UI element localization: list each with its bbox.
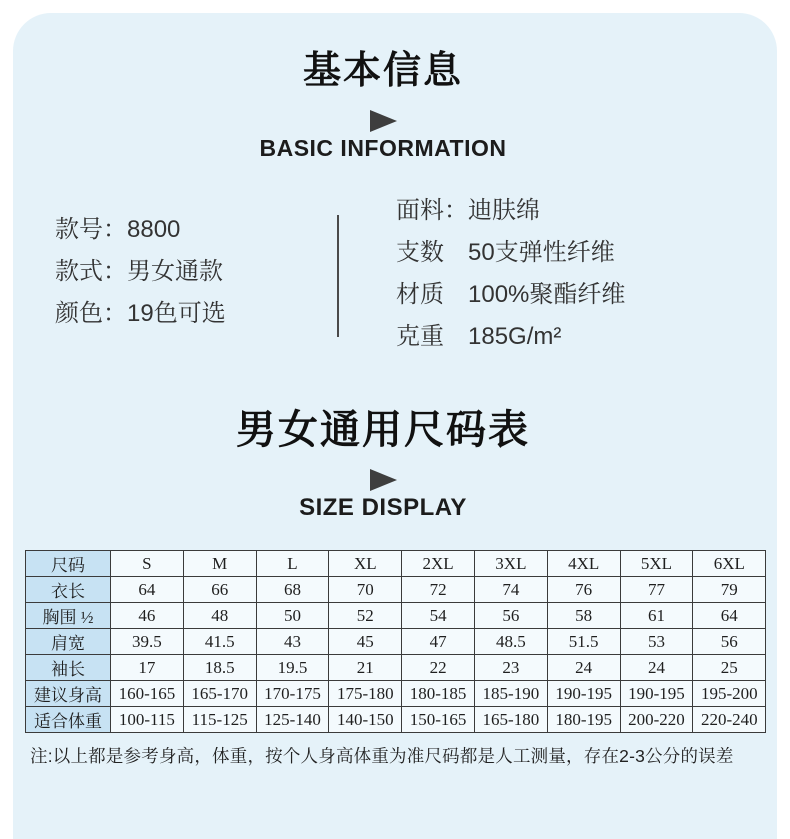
- value-cell: 66: [183, 577, 256, 603]
- value-cell: 195-200: [693, 681, 766, 707]
- column-header-cell: 3XL: [474, 551, 547, 577]
- value-cell: 45: [329, 629, 402, 655]
- size-table: [25, 550, 766, 733]
- column-header-cell: 5XL: [620, 551, 693, 577]
- value-cell: 17: [111, 655, 184, 681]
- basic-info-triangle-block: [13, 110, 753, 132]
- value-cell: 61: [620, 603, 693, 629]
- value-cell: 56: [693, 629, 766, 655]
- value-cell: 190-195: [547, 681, 620, 707]
- column-header-cell: 6XL: [693, 551, 766, 577]
- value-cell: 125-140: [256, 707, 329, 733]
- basic-info-right-column: [396, 190, 625, 358]
- yarn-count-line: 支数 50支弹性纤维: [396, 239, 615, 266]
- size-table-header-row: [26, 551, 766, 577]
- right-triangle-icon: [370, 469, 397, 491]
- value-cell: 160-165: [111, 681, 184, 707]
- table-row: [26, 681, 766, 707]
- value-cell: 100-115: [111, 707, 184, 733]
- style-number-line: 款号：8800: [55, 216, 181, 243]
- size-section-title: 男女通用尺码表: [236, 408, 530, 452]
- value-cell: 200-220: [620, 707, 693, 733]
- size-section-triangle-block: [13, 469, 753, 491]
- basic-info-title: 基本信息: [302, 50, 463, 92]
- value-cell: 74: [474, 577, 547, 603]
- value-cell: 53: [620, 629, 693, 655]
- column-header-cell: M: [183, 551, 256, 577]
- value-cell: 68: [256, 577, 329, 603]
- value-cell: 56: [474, 603, 547, 629]
- row-label-cell: 胸围 ½: [26, 603, 111, 629]
- value-cell: 18.5: [183, 655, 256, 681]
- value-cell: 72: [402, 577, 475, 603]
- row-label-cell: 适合体重: [26, 707, 111, 733]
- row-label-cell: 衣长: [26, 577, 111, 603]
- column-header-cell: 2XL: [402, 551, 475, 577]
- value-cell: 165-170: [183, 681, 256, 707]
- table-row: [26, 655, 766, 681]
- table-row: [26, 577, 766, 603]
- value-cell: 50: [256, 603, 329, 629]
- value-cell: 22: [402, 655, 475, 681]
- value-cell: 190-195: [620, 681, 693, 707]
- content-panel: [13, 13, 777, 839]
- value-cell: 19.5: [256, 655, 329, 681]
- value-cell: 46: [111, 603, 184, 629]
- value-cell: 48.5: [474, 629, 547, 655]
- column-header-cell: XL: [329, 551, 402, 577]
- value-cell: 180-195: [547, 707, 620, 733]
- style-type-line: 款式：男女通款: [55, 258, 223, 285]
- value-cell: 24: [620, 655, 693, 681]
- value-cell: 70: [329, 577, 402, 603]
- table-row: [26, 629, 766, 655]
- basic-info-subtitle-block: [13, 137, 753, 160]
- basic-info-left-column: [55, 209, 226, 335]
- value-cell: 48: [183, 603, 256, 629]
- right-triangle-icon: [370, 110, 397, 132]
- value-cell: 170-175: [256, 681, 329, 707]
- color-options-line: 颜色：19色可选: [55, 300, 226, 327]
- value-cell: 76: [547, 577, 620, 603]
- weight-line: 克重 185G/m²: [396, 323, 562, 350]
- value-cell: 43: [256, 629, 329, 655]
- measurement-note: 注:以上都是参考身高，体重，按个人身高体重为准尺码都是人工测量，存在2-3公分的误差: [30, 746, 734, 766]
- value-cell: 140-150: [329, 707, 402, 733]
- size-section-subtitle: SIZE DISPLAY: [299, 494, 467, 521]
- value-cell: 175-180: [329, 681, 402, 707]
- row-label-cell: 建议身高: [26, 681, 111, 707]
- value-cell: 64: [111, 577, 184, 603]
- row-label-cell: 肩宽: [26, 629, 111, 655]
- value-cell: 47: [402, 629, 475, 655]
- value-cell: 24: [547, 655, 620, 681]
- value-cell: 52: [329, 603, 402, 629]
- value-cell: 25: [693, 655, 766, 681]
- column-header-cell: S: [111, 551, 184, 577]
- value-cell: 180-185: [402, 681, 475, 707]
- value-cell: 54: [402, 603, 475, 629]
- value-cell: 64: [693, 603, 766, 629]
- row-label-cell: 袖长: [26, 655, 111, 681]
- column-header-cell: 4XL: [547, 551, 620, 577]
- value-cell: 23: [474, 655, 547, 681]
- value-cell: 220-240: [693, 707, 766, 733]
- value-cell: 79: [693, 577, 766, 603]
- vertical-divider: [337, 215, 339, 337]
- value-cell: 115-125: [183, 707, 256, 733]
- value-cell: 21: [329, 655, 402, 681]
- size-section-header: [13, 410, 753, 450]
- value-cell: 51.5: [547, 629, 620, 655]
- size-table-container: [25, 550, 766, 733]
- basic-info-header: [13, 52, 753, 90]
- row-label-cell: 尺码: [26, 551, 111, 577]
- table-row: [26, 603, 766, 629]
- value-cell: 58: [547, 603, 620, 629]
- value-cell: 185-190: [474, 681, 547, 707]
- value-cell: 150-165: [402, 707, 475, 733]
- column-header-cell: L: [256, 551, 329, 577]
- value-cell: 39.5: [111, 629, 184, 655]
- size-section-subtitle-block: [13, 496, 753, 520]
- material-line: 材质 100%聚酯纤维: [396, 281, 626, 308]
- value-cell: 77: [620, 577, 693, 603]
- size-table-body: [26, 551, 766, 733]
- value-cell: 41.5: [183, 629, 256, 655]
- basic-info-subtitle: BASIC INFORMATION: [259, 135, 507, 161]
- table-row: [26, 707, 766, 733]
- fabric-line: 面料：迪肤绵: [396, 197, 540, 224]
- value-cell: 165-180: [474, 707, 547, 733]
